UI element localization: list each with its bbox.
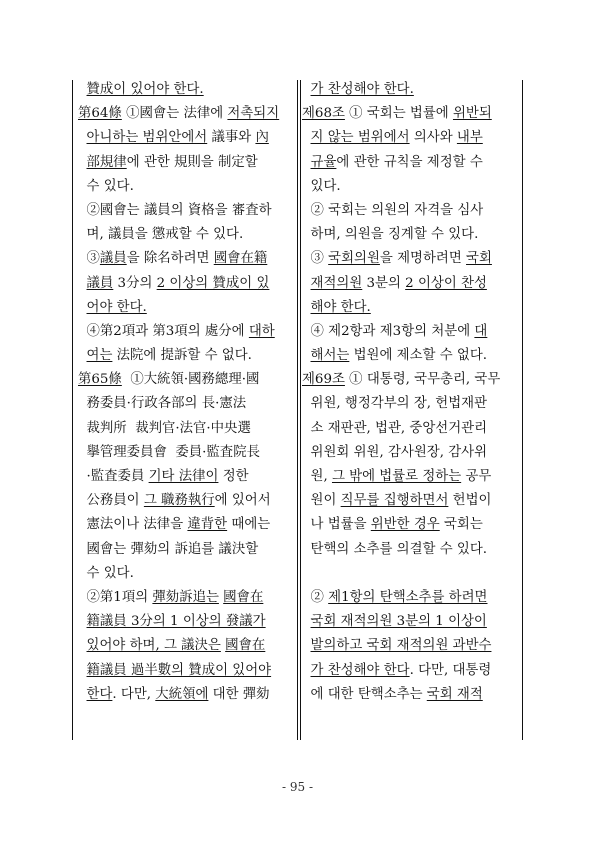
- text-segment: [302, 82, 311, 97]
- text-segment: ②國會는 議員의 資格을 審査하: [78, 202, 272, 218]
- text-line: [302, 126, 519, 150]
- text-line: [302, 659, 519, 683]
- underlined-text: 贊成이 있어야 한다.: [86, 82, 204, 97]
- underlined-text: 議員: [86, 275, 114, 291]
- underlined-text: 직무를 집행하면서: [340, 493, 449, 509]
- text-line: [78, 199, 292, 223]
- text-line: [78, 247, 292, 271]
- center-divider-rule-inner: [300, 80, 301, 740]
- text-segment: 國會는 彈劾의 訴追를 議決할: [78, 541, 259, 557]
- text-segment: . 다만,: [112, 686, 156, 702]
- center-divider-rule: [297, 80, 298, 740]
- underlined-text: 제1항의 탄핵소추를 하려면: [328, 589, 488, 605]
- underlined-text: 어야 한다.: [86, 299, 147, 315]
- text-segment: 며, 議員을 懲戒할 수 있다.: [78, 227, 244, 243]
- right-border-rule: [522, 80, 523, 740]
- text-segment: 나 법률을: [302, 517, 371, 533]
- underlined-text: 籍議員 過半數의 贊成이 있어야: [86, 662, 272, 678]
- text-segment: ②第1項의: [78, 589, 153, 605]
- text-line: [302, 78, 519, 102]
- underlined-text: 저촉되지: [227, 106, 280, 122]
- underlined-text: 2 이상이 찬성: [405, 275, 487, 291]
- text-segment: 擧管理委員會 委員·監査院長: [78, 444, 260, 460]
- text-segment: 원,: [302, 469, 332, 484]
- text-segment: ④第2項과 第3項의 處分에: [78, 323, 249, 339]
- text-line: [302, 610, 519, 634]
- text-line: [302, 296, 519, 320]
- text-line: [78, 78, 292, 102]
- text-segment: [78, 276, 87, 291]
- text-segment: 정한: [218, 469, 249, 484]
- text-segment: [302, 155, 311, 170]
- text-segment: [78, 663, 87, 678]
- text-line: [78, 223, 292, 247]
- text-segment: [302, 348, 311, 363]
- text-segment: 하며, 의원을 징계할 수 있다.: [302, 227, 479, 243]
- text-line: [78, 513, 292, 537]
- underlined-text: 있어야 하며, 그 議決은: [86, 638, 221, 654]
- underlined-text: 해서는: [310, 348, 350, 364]
- text-line: [302, 247, 519, 271]
- text-segment: [78, 638, 87, 653]
- text-segment: 공무: [461, 469, 492, 484]
- text-segment: 원이: [302, 493, 341, 509]
- underlined-text: 국회: [466, 251, 492, 267]
- text-segment: [78, 130, 87, 145]
- text-line: [302, 392, 519, 416]
- text-segment: [78, 155, 87, 170]
- underlined-text: 재적의원: [310, 275, 363, 291]
- underlined-text: 대: [474, 323, 488, 339]
- underlined-text: 2 이상의 贊成이 있: [156, 275, 270, 291]
- text-line: [78, 634, 292, 658]
- text-line: [302, 562, 519, 586]
- underlined-text: 내부: [456, 130, 483, 146]
- text-line: [78, 538, 292, 562]
- underlined-text: 국회 재적의원 3분의 1 이상이: [310, 614, 487, 630]
- text-segment: 소 재판관, 법관, 중앙선거관리: [302, 420, 488, 436]
- underlined-text: 대하: [248, 323, 275, 339]
- text-line: [302, 151, 519, 175]
- text-segment: [78, 348, 87, 363]
- text-line: [78, 562, 292, 586]
- text-line: [78, 368, 292, 392]
- text-line: [302, 102, 519, 126]
- text-segment: [78, 614, 87, 629]
- text-segment: 때에는: [227, 517, 271, 533]
- underlined-text: 위반한 경우: [370, 517, 440, 533]
- text-segment: [302, 300, 311, 315]
- text-line: [78, 417, 292, 441]
- text-line: [78, 489, 292, 513]
- text-line: [78, 392, 292, 416]
- text-segment: 3분의: [362, 275, 406, 291]
- text-line: [302, 683, 519, 707]
- text-line: [302, 199, 519, 223]
- text-segment: 수 있다.: [78, 178, 134, 194]
- text-segment: 있다.: [302, 178, 341, 194]
- text-line: [78, 272, 292, 296]
- text-line: [302, 175, 519, 199]
- text-line: [78, 296, 292, 320]
- text-segment: [78, 82, 87, 97]
- underlined-text: 지 않는 범위에서: [310, 130, 410, 146]
- underlined-text: 여는: [86, 348, 113, 364]
- underlined-text: 규율: [310, 154, 337, 170]
- text-segment: ④ 제2항과 제3항의 처분에: [302, 323, 475, 339]
- text-segment: 의사와: [409, 130, 457, 146]
- text-segment: 에 관한 규칙을 제정할 수: [336, 154, 483, 170]
- text-line: [78, 586, 292, 610]
- text-segment: ①國會는 法律에: [121, 106, 228, 122]
- text-segment: 법원에 제소할 수 없다.: [349, 348, 488, 364]
- text-line: [302, 513, 519, 537]
- text-segment: 대한 彈劾: [208, 686, 270, 702]
- new-constitution-column: [302, 78, 519, 707]
- underlined-text: 가 찬성해야 한다: [310, 662, 410, 678]
- underlined-text: 제68조: [302, 106, 345, 122]
- text-segment: 수 있다.: [78, 565, 134, 581]
- underlined-text: 國會在: [223, 589, 264, 605]
- underlined-text: 第64條: [78, 106, 122, 122]
- underlined-text: 발의하고 국회 재적의원 과반수: [310, 638, 492, 654]
- text-line: [78, 126, 292, 150]
- text-line: [78, 659, 292, 683]
- underlined-text: 國會在: [225, 638, 266, 654]
- text-segment: 裁判所 裁判官·法官·中央選: [78, 420, 251, 436]
- text-line: [302, 272, 519, 296]
- underlined-text: 해야 한다.: [310, 299, 371, 315]
- text-line: [302, 634, 519, 658]
- text-segment: ③: [302, 251, 329, 267]
- text-segment: [302, 614, 311, 629]
- text-line: [78, 151, 292, 175]
- underlined-text: 部規律: [86, 154, 127, 170]
- text-segment: 헌법이: [448, 493, 492, 509]
- text-segment: . 다만, 대통령: [409, 662, 492, 678]
- text-segment: 에 있어서: [214, 493, 271, 509]
- text-segment: 을 除名하려면: [126, 251, 214, 267]
- text-segment: [302, 276, 311, 291]
- text-segment: 公務員이: [78, 493, 144, 509]
- underlined-text: 위반되: [452, 106, 492, 122]
- text-segment: 탄핵의 소추를 의결할 수 있다.: [302, 541, 488, 557]
- text-line: [302, 441, 519, 465]
- text-segment: [78, 687, 87, 702]
- underlined-text: 제69조: [302, 372, 345, 388]
- text-segment: 위원, 행정각부의 장, 헌법재판: [302, 396, 488, 412]
- text-line: [302, 489, 519, 513]
- text-line: [78, 683, 292, 707]
- text-segment: ②: [302, 589, 329, 605]
- text-line: [302, 223, 519, 247]
- text-line: [302, 368, 519, 392]
- text-segment: 을 제명하려면: [379, 251, 467, 267]
- underlined-text: 가 찬성해야 한다.: [310, 82, 414, 97]
- left-border-rule: [72, 80, 73, 740]
- underlined-text: 그 職務執行: [143, 493, 215, 509]
- underlined-text: 彈劾訴追는: [152, 589, 219, 605]
- text-segment: 위원회 위원, 감사원장, 감사위: [302, 444, 488, 460]
- text-line: [302, 465, 519, 489]
- underlined-text: 국회 재적: [426, 686, 483, 702]
- text-line: [78, 102, 292, 126]
- text-segment: 憲法이나 法律을: [78, 517, 188, 533]
- text-segment: 務委員·行政各部의 長·憲法: [78, 396, 247, 412]
- page-number: - 95 -: [281, 780, 313, 794]
- text-line: [302, 320, 519, 344]
- underlined-text: 第65條: [78, 372, 122, 388]
- text-segment: 에 관한 規則을 制定할: [126, 154, 258, 170]
- underlined-text: 違背한: [187, 517, 228, 533]
- underlined-text: 國會在籍: [213, 251, 268, 267]
- text-segment: [302, 638, 311, 653]
- underlined-text: 아니하는 범위안에서: [86, 130, 208, 146]
- text-segment: 에 대한 탄핵소추는: [302, 686, 427, 702]
- text-segment: ① 대통령, 국무총리, 국무: [344, 372, 501, 388]
- text-line: [302, 417, 519, 441]
- text-line: [302, 586, 519, 610]
- text-line: [302, 344, 519, 368]
- underlined-text: 大統領에: [155, 686, 209, 702]
- text-segment: [302, 663, 311, 678]
- text-line: [78, 465, 292, 489]
- text-segment: [78, 300, 87, 315]
- underlined-text: 국회의원: [328, 251, 380, 267]
- underlined-text: 議員: [99, 251, 127, 267]
- underlined-text: 內: [255, 130, 269, 146]
- text-line: [78, 175, 292, 199]
- underlined-text: 그 밖에 법률로 정하는: [331, 469, 462, 484]
- text-segment: 議事와: [207, 130, 256, 146]
- underlined-text: 한다: [86, 686, 113, 702]
- text-segment: ① 국회는 법률에: [344, 106, 453, 122]
- text-line: [302, 538, 519, 562]
- text-segment: ①大統領·國務總理·國: [121, 372, 260, 388]
- text-segment: ② 국회는 의원의 자격을 심사: [302, 202, 484, 218]
- text-segment: [302, 130, 311, 145]
- old-constitution-column: [78, 78, 292, 707]
- underlined-text: 籍議員 3分의 1 이상의 發議가: [86, 614, 266, 630]
- text-line: [78, 320, 292, 344]
- text-line: [78, 344, 292, 368]
- text-segment: 法院에 提訴할 수 없다.: [112, 348, 252, 364]
- text-line: [78, 610, 292, 634]
- text-segment: ·監査委員: [78, 469, 149, 484]
- text-segment: 3分의: [113, 275, 157, 291]
- text-line: [78, 441, 292, 465]
- text-segment: ③: [78, 251, 100, 267]
- underlined-text: 기타 法律이: [148, 469, 219, 484]
- text-segment: 국회는: [439, 517, 483, 533]
